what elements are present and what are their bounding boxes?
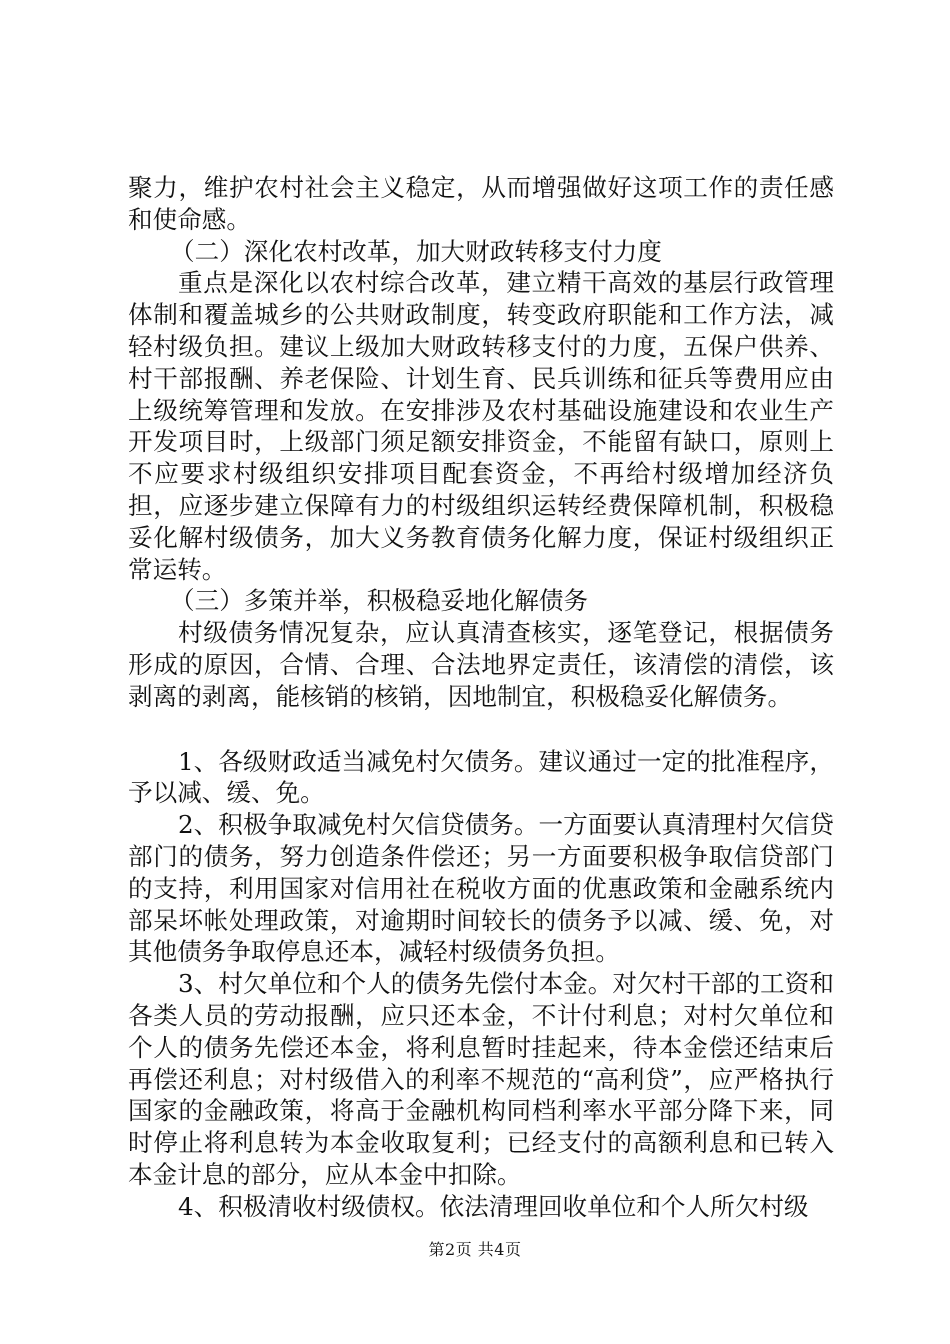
page-footer (0, 1240, 950, 1260)
list-item-3: 3、村欠单位和个人的债务先偿付本金。对欠村干部的工资和各类人员的劳动报酬，应只还本金，不计付利息；对村欠单位和个人的债务先偿还本金，将利息暂时挂起来，待本金偿还结束后再偿还利息；对村级借入的利率不规范的“高利贷”，应严格执行国家的金融政策，将高于金融机构同档利率水平部分降下来，同时停止将利息转为本金收取复利；已经支付的高额利息和已转入本金计息的部分，应从本金中扣除。 (128, 969, 834, 1189)
list-item-1: 1、各级财政适当减免村欠债务。建议通过一定的批准程序，予以减、缓、免。 (128, 746, 834, 808)
list-item-4: 4、积极清收村级债权。依法清理回收单位和个人所欠村级 (178, 1191, 809, 1221)
section-heading-2: （二）深化农村改革，加大财政转移支付力度 (170, 236, 662, 266)
list-item-2: 2、积极争取减免村欠信贷债务。一方面要认真清理村欠信贷部门的债务，努力创造条件偿还；另一方面要积极争取信贷部门的支持，利用国家对信用社在税收方面的优惠政策和金融系统内部呆坏帐处理政策，对逾期时间较长的债务予以减、缓、免，对其他债务争取停息还本，减轻村级债务负担。 (128, 810, 834, 967)
document-body (128, 172, 834, 1223)
paragraph-section-3: 村级债务情况复杂，应认真清查核实，逐笔登记，根据债务形成的原因，合情、合理、合法地界定责任，该清偿的清偿，该剥离的剥离，能核销的核销，因地制宜，积极稳妥化解债务。 (128, 618, 834, 711)
paragraph-section-2: 重点是深化以农村综合改革，建立精干高效的基层行政管理体制和覆盖城乡的公共财政制度，转变政府职能和工作方法，减轻村级负担。建议上级加大财政转移支付的力度，五保户供养、村干部报酬、养老保险、计划生育、民兵训练和征兵等费用应由上级统筹管理和发放。在安排涉及农村基础设施建设和农业生产开发项目时，上级部门须足额安排资金，不能留有缺口，原则上不应要求村级组织安排项目配套资金，不再给村级增加经济负担，应逐步建立保障有力的村级组织运转经费保障机制，积极稳妥化解村级债务，加大义务教育债务化解力度，保证村级组织正常运转。 (128, 268, 834, 584)
paragraph-continuation: 聚力，维护农村社会主义稳定，从而增强做好这项工作的责任感和使命感。 (128, 173, 834, 234)
page-number-label: 第2页 共4页 (428, 1240, 522, 1259)
section-heading-3: （三）多策并举，积极稳妥地化解债务 (170, 586, 589, 616)
